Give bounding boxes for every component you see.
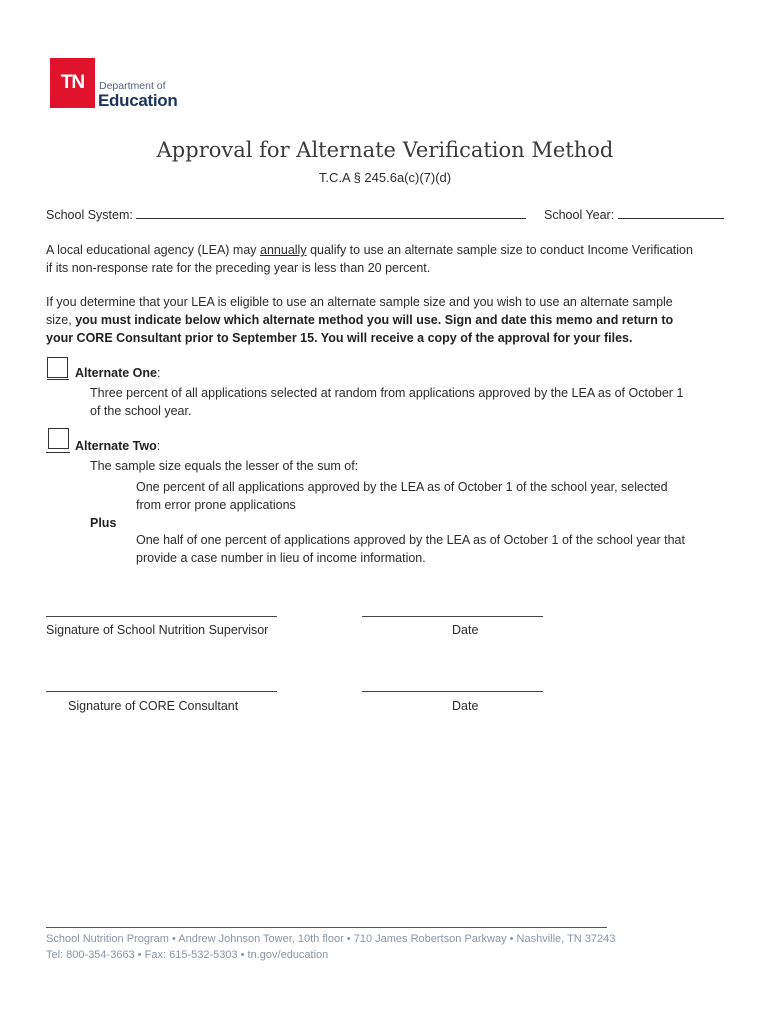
- school-system-field[interactable]: [46, 206, 526, 224]
- consultant-date-label: Date: [452, 699, 479, 713]
- alternate-one-description: [90, 384, 740, 420]
- para1-text-b: qualify to use an alternate sample size to conduct Income Verification: [306, 243, 693, 257]
- paragraph-instructions: [46, 293, 746, 347]
- para1-text-a: A local educational agency (LEA) may: [46, 243, 261, 257]
- alternate-two-checkbox[interactable]: [48, 428, 69, 449]
- alternate-one-checkbox[interactable]: [47, 357, 68, 378]
- alternate-two-label: Alternate Two: [75, 439, 157, 453]
- footer-divider: [46, 927, 607, 928]
- tn-logo-text: TN: [60, 72, 85, 93]
- school-system-label: School System:: [46, 208, 133, 222]
- alt2-opt1-line1: One percent of all applications approved by the LEA as of October 1 of the school year, selected: [136, 480, 668, 494]
- alt1-line1: Three percent of all applications selected at random from applications approved by the LEA as of October 1: [90, 386, 684, 400]
- school-year-line[interactable]: [618, 208, 724, 219]
- alternate-two-option-one: [136, 478, 736, 514]
- supervisor-signature-line[interactable]: [46, 616, 277, 617]
- footer-contact: Tel: 800-354-3663 • Fax: 615-532-5303 • tn.gov/education: [46, 949, 329, 961]
- alternate-two-underline: [46, 452, 70, 453]
- alternate-one-heading: [75, 364, 160, 382]
- alternate-two-intro: The sample size equals the lesser of the sum of:: [90, 459, 359, 473]
- supervisor-date-line[interactable]: [362, 616, 543, 617]
- consultant-signature-line[interactable]: [46, 691, 277, 692]
- alt2-opt2-line2: provide a case number in lieu of income information.: [136, 551, 426, 565]
- alternate-one-label: Alternate One: [75, 366, 157, 380]
- school-year-field[interactable]: [544, 206, 724, 224]
- para2-line2-plain: size,: [46, 313, 76, 327]
- plus-label: [90, 514, 116, 532]
- consultant-date-line[interactable]: [362, 691, 543, 692]
- para1-underlined: annually: [260, 243, 307, 257]
- supervisor-signature-label: Signature of School Nutrition Supervisor: [46, 623, 269, 637]
- para1-line2: if its non-response rate for the preceding year is less than 20 percent.: [46, 261, 431, 275]
- page-subtitle: T.C.A § 245.6a(c)(7)(d): [318, 170, 452, 185]
- alternate-one-colon: :: [156, 366, 161, 380]
- logo-department-text: Department of: [99, 80, 166, 92]
- plus-text: Plus: [90, 516, 117, 530]
- alternate-two-colon: :: [156, 439, 161, 453]
- para2-line2-bold: you must indicate below which alternate method you will use. Sign and date this memo and return to: [75, 313, 674, 327]
- alternate-one-underline: [47, 379, 69, 380]
- school-system-line[interactable]: [136, 208, 526, 219]
- alternate-two-heading: [75, 437, 160, 455]
- logo-education-text: Education: [98, 91, 178, 110]
- alt2-opt1-line2: from error prone applications: [136, 498, 296, 512]
- page-title: Approval for Alternate Verification Method: [156, 138, 614, 162]
- alt2-opt2-line1: One half of one percent of applications approved by the LEA as of October 1 of the school year that: [136, 533, 685, 547]
- tn-logo-box: [50, 58, 95, 108]
- para2-line3-bold: your CORE Consultant prior to September 15. You will receive a copy of the approval for your files.: [46, 331, 633, 345]
- footer-address: School Nutrition Program • Andrew Johnson Tower, 10th floor • 710 James Robertson Parkway • Nashville, TN 37243: [46, 933, 616, 945]
- school-year-label: School Year:: [544, 208, 615, 222]
- paragraph-eligibility: [46, 241, 736, 277]
- alt1-line2: of the school year.: [90, 404, 192, 418]
- alternate-two-option-two: [136, 531, 736, 567]
- para2-line1: If you determine that your LEA is eligible to use an alternate sample size and you wish to use an alternate sample: [46, 295, 673, 309]
- consultant-signature-label: Signature of CORE Consultant: [68, 699, 239, 713]
- supervisor-date-label: Date: [452, 623, 479, 637]
